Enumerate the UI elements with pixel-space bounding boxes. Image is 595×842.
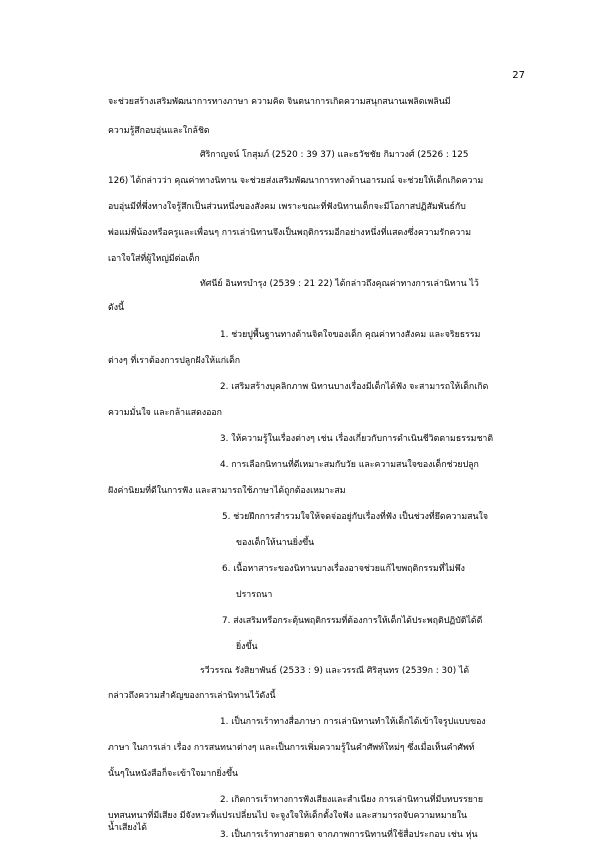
text-line: ดังนี้	[108, 303, 125, 313]
text-line: 1. ช่วยปูพื้นฐานทางด้านจิตใจของเด็ก คุณค่าทางสังคม และจริยธรรม	[220, 330, 481, 340]
text-line: อบอุ่นมีที่พึ่งทางใจรู้สึกเป็นส่วนหนึ่งของสังคม เพราะขณะที่ฟังนิทานเด็กจะมีโอกาสปฏิสัมพันธ์กับ	[108, 202, 466, 212]
text-line: 3. ให้ความรู้ในเรื่องต่างๆ เช่น เรื่องเกี่ยวกับการดำเนินชีวิตตามธรรมชาติ	[220, 434, 494, 444]
text-line: เอาใจใส่ที่ผู้ใหญ่มีต่อเด็ก	[108, 254, 200, 264]
text-line: ทัศนีย์ อินทรบำรุง (2539 : 21 22) ได้กล่าวถึงคุณค่าทางการเล่านิทาน ไว้	[200, 279, 479, 289]
text-line: ภาษา ในการเล่า เรื่อง การสนทนาต่างๆ และเป็นการเพิ่มความรู้ในคำศัพท์ใหม่ๆ ซึ่งเมื่อเห็นคำศัพท์	[108, 743, 475, 753]
text-line: กล่าวถึงความสำคัญของการเล่านิทานไว้ดังนี้	[108, 691, 276, 701]
text-line: ความรู้สึกอบอุ่นและใกล้ชิด	[108, 126, 210, 136]
text-line: 6. เนื้อหาสาระของนิทานบางเรื่องอาจช่วยแก้ไขพฤติกรรมที่ไม่พึง	[222, 564, 465, 574]
text-line: บทสนทนาที่มีเสียง มีจังหวะที่แปรเปลี่ยนไป จะจูงใจให้เด็กตั้งใจฟัง และสามารถจับความหมายใน	[108, 811, 468, 821]
text-line: พ่อแม่พี่น้องหรือครูและเพื่อนๆ การเล่านิทานจึงเป็นพฤติกรรมอีกอย่างหนึ่งที่แสดงซึ่งความรักความ	[108, 228, 472, 238]
text-line: 3. เป็นการเร้าทางสายตา จากภาพการนิทานที่ใช้สื่อประกอบ เช่น หุ่น	[220, 830, 478, 840]
text-line: 7. ส่งเสริมหรือกระตุ้นพฤติกรรมที่ต้องการให้เด็กได้ประพฤติปฏิบัติได้ดี	[222, 616, 483, 626]
text-line: ปรารถนา	[236, 590, 273, 600]
text-line: ต่างๆ ที่เราต้องการปลูกฝังให้แก่เด็ก	[108, 356, 241, 366]
text-line: ความมั่นใจ และกล้าแสดงออก	[108, 408, 223, 418]
text-line: จะช่วยสร้างเสริมพัฒนาการทางภาษา ความคิด จินตนาการเกิดความสนุกสนานเพลิดเพลินมี	[108, 97, 451, 107]
text-line: ฝังค่านิยมที่ดีในการฟัง และสามารถใช้ภาษาได้ถูกต้องเหมาะสม	[108, 486, 346, 496]
text-line: ศิริกาญจน์ โกสุมภ์ (2520 : 39 37) และธวัชชัย กิมาวงศ์ (2526 : 125	[200, 150, 469, 160]
text-line: ยิ่งขึ้น	[236, 642, 258, 652]
text-line: 5. ช่วยฝึกการสำรวมใจให้จดจ่ออยู่กับเรื่องที่ฟัง เป็นช่วงที่ยึดความสนใจ	[222, 512, 488, 522]
text-line: ของเด็กให้นานยิ่งขึ้น	[236, 538, 315, 548]
text-line: 4. การเลือกนิทานที่ดีเหมาะสมกับวัย และความสนใจของเด็กช่วยปลูก	[220, 460, 479, 470]
text-line: 2. เสริมสร้างบุคลิกภาพ นิทานบางเรื่องมีเด็กได้ฟัง จะสามารถให้เด็กเกิด	[220, 382, 489, 392]
text-line: รวีวรรณ รังสิยาพันธ์ (2533 : 9) และวรรณี ศิริสุนทร (2539ก : 30) ได้	[200, 666, 470, 676]
text-line: น้ำเสียงได้	[108, 823, 147, 833]
text-line: 2. เกิดการเร้าทางการฟังเสียงและสำเนียง การเล่านิทานที่มีบทบรรยาย	[220, 795, 483, 805]
page-number: 27	[512, 70, 525, 81]
text-line: 126) ได้กล่าวว่า คุณค่าทางนิทาน จะช่วยส่งเสริมพัฒนาการทางด้านอารมณ์ จะช่วยให้เด็กเกิดความ	[108, 176, 484, 186]
text-line: 1. เป็นการเร้าทางสื่อภาษา การเล่านิทานทำให้เด็กได้เข้าใจรูปแบบของ	[220, 717, 486, 727]
text-line: นั้นๆในหนังสือก็จะเข้าใจมากยิ่งขึ้น	[108, 769, 238, 779]
